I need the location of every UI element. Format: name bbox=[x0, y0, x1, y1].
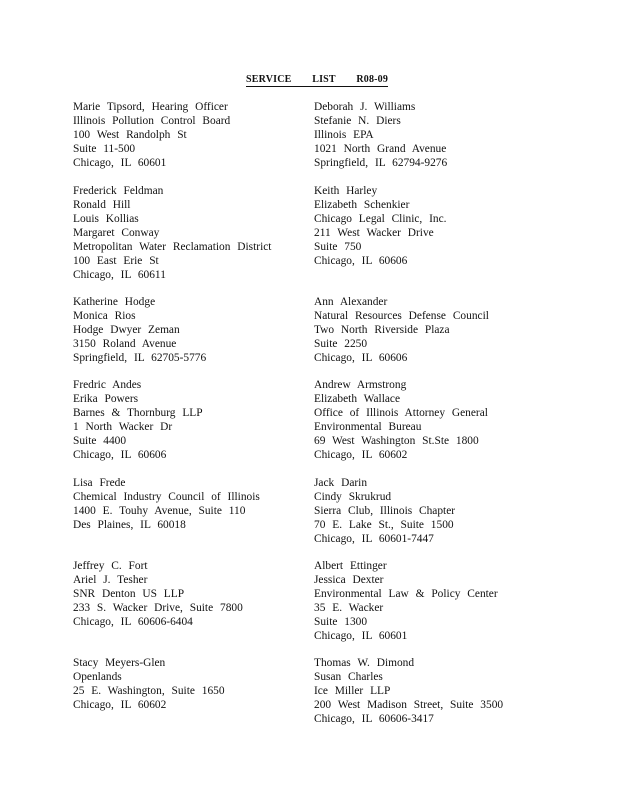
entry-line: Suite 4400 bbox=[73, 435, 127, 447]
entry-line: Chicago, IL 60606 bbox=[314, 352, 408, 364]
entry-line: Natural Resources Defense Council bbox=[314, 310, 489, 322]
entry-line: 1 North Wacker Dr bbox=[73, 421, 173, 433]
entry-line: Lisa Frede bbox=[73, 477, 126, 489]
entry-line: Illinois EPA bbox=[314, 129, 374, 141]
entry-line: Cindy Skrukrud bbox=[314, 491, 392, 503]
entry-line: 100 East Erie St bbox=[73, 255, 159, 267]
entry-line: Albert Ettinger bbox=[314, 560, 387, 572]
entry-line: Jack Darin bbox=[314, 477, 368, 489]
service-entry-harley bbox=[314, 184, 447, 268]
entry-line: 211 West Wacker Drive bbox=[314, 227, 434, 239]
entry-line: SNR Denton US LLP bbox=[73, 588, 185, 600]
entry-line: Chemical Industry Council of Illinois bbox=[73, 491, 260, 503]
service-entry-ettinger bbox=[314, 559, 498, 643]
entry-line: Stacy Meyers-Glen bbox=[73, 657, 166, 669]
entry-line: Metropolitan Water Reclamation District bbox=[73, 241, 272, 253]
entry-line: Elizabeth Schenkier bbox=[314, 199, 410, 211]
entry-line: Chicago, IL 60606-3417 bbox=[314, 713, 434, 725]
entry-line: Deborah J. Williams bbox=[314, 101, 416, 113]
entry-line: Barnes & Thornburg LLP bbox=[73, 407, 203, 419]
entry-line: Stefanie N. Diers bbox=[314, 115, 401, 127]
entry-line: Jeffrey C. Fort bbox=[73, 560, 148, 572]
entry-line: Chicago, IL 60602 bbox=[314, 449, 408, 461]
entry-line: 25 E. Washington, Suite 1650 bbox=[73, 685, 225, 697]
entry-line: Springfield, IL 62794-9276 bbox=[314, 157, 448, 169]
service-entry-fort bbox=[73, 559, 243, 629]
entry-line: Two North Riverside Plaza bbox=[314, 324, 450, 336]
entry-line: 100 West Randolph St bbox=[73, 129, 187, 141]
entry-line: Chicago, IL 60606 bbox=[73, 449, 167, 461]
entry-line: Environmental Law & Policy Center bbox=[314, 588, 498, 600]
service-entry-darin bbox=[314, 476, 455, 546]
entry-line: Office of Illinois Attorney General bbox=[314, 407, 488, 419]
page-title: SERVICE LIST R08-09 bbox=[246, 74, 389, 85]
entry-line: Sierra Club, Illinois Chapter bbox=[314, 505, 456, 517]
entry-line: Elizabeth Wallace bbox=[314, 393, 401, 405]
entry-line: Springfield, IL 62705-5776 bbox=[73, 352, 207, 364]
entry-line: Suite 750 bbox=[314, 241, 362, 253]
entry-line: Hodge Dwyer Zeman bbox=[73, 324, 180, 336]
entry-line: Chicago, IL 60601 bbox=[73, 157, 167, 169]
entry-line: Louis Kollias bbox=[73, 213, 139, 225]
entry-line: Jessica Dexter bbox=[314, 574, 384, 586]
entry-line: 200 West Madison Street, Suite 3500 bbox=[314, 699, 504, 711]
entry-line: Andrew Armstrong bbox=[314, 379, 407, 391]
entry-line: Chicago, IL 60606 bbox=[314, 255, 408, 267]
entry-line: Chicago Legal Clinic, Inc. bbox=[314, 213, 447, 225]
entry-line: Suite 11-500 bbox=[73, 143, 136, 155]
entry-line: Erika Powers bbox=[73, 393, 139, 405]
entry-line: Susan Charles bbox=[314, 671, 383, 683]
entry-line: Chicago, IL 60601 bbox=[314, 630, 408, 642]
entry-line: 1021 North Grand Avenue bbox=[314, 143, 447, 155]
service-entry-armstrong bbox=[314, 378, 488, 462]
entry-line: Chicago, IL 60601-7447 bbox=[314, 533, 434, 545]
entry-line: Chicago, IL 60606-6404 bbox=[73, 616, 193, 628]
entry-line: Des Plaines, IL 60018 bbox=[73, 519, 186, 531]
service-entry-frede bbox=[73, 476, 260, 532]
entry-line: Illinois Pollution Control Board bbox=[73, 115, 231, 127]
entry-line: Ariel J. Tesher bbox=[73, 574, 148, 586]
entry-line: Katherine Hodge bbox=[73, 296, 156, 308]
service-entry-tipsord bbox=[73, 100, 230, 170]
service-entry-andes bbox=[73, 378, 203, 462]
entry-line: 69 West Washington St.Ste 1800 bbox=[314, 435, 479, 447]
entry-line: Marie Tipsord, Hearing Officer bbox=[73, 101, 228, 113]
service-entry-alexander bbox=[314, 295, 489, 365]
entry-line: Ann Alexander bbox=[314, 296, 388, 308]
entry-line: Ronald Hill bbox=[73, 199, 131, 211]
entry-line: Frederick Feldman bbox=[73, 185, 164, 197]
entry-line: 70 E. Lake St., Suite 1500 bbox=[314, 519, 454, 531]
entry-line: 35 E. Wacker bbox=[314, 602, 384, 614]
entry-line: Keith Harley bbox=[314, 185, 378, 197]
entry-line: Chicago, IL 60611 bbox=[73, 269, 166, 281]
entry-line: Suite 1300 bbox=[314, 616, 368, 628]
entry-line: 3150 Roland Avenue bbox=[73, 338, 177, 350]
service-entry-williams bbox=[314, 100, 447, 170]
service-entry-meyers-glen bbox=[73, 656, 225, 712]
entry-line: 1400 E. Touhy Avenue, Suite 110 bbox=[73, 505, 246, 517]
entry-line: Fredric Andes bbox=[73, 379, 142, 391]
entry-line: Openlands bbox=[73, 671, 122, 683]
entry-line: 233 S. Wacker Drive, Suite 7800 bbox=[73, 602, 243, 614]
entry-line: Suite 2250 bbox=[314, 338, 368, 350]
entry-line: Margaret Conway bbox=[73, 227, 160, 239]
entry-line: Ice Miller LLP bbox=[314, 685, 391, 697]
service-entry-hodge bbox=[73, 295, 206, 365]
entry-line: Environmental Bureau bbox=[314, 421, 422, 433]
entry-line: Monica Rios bbox=[73, 310, 136, 322]
entry-line: Thomas W. Dimond bbox=[314, 657, 415, 669]
service-entry-dimond bbox=[314, 656, 503, 726]
service-entry-feldman bbox=[73, 184, 271, 282]
entry-line: Chicago, IL 60602 bbox=[73, 699, 167, 711]
